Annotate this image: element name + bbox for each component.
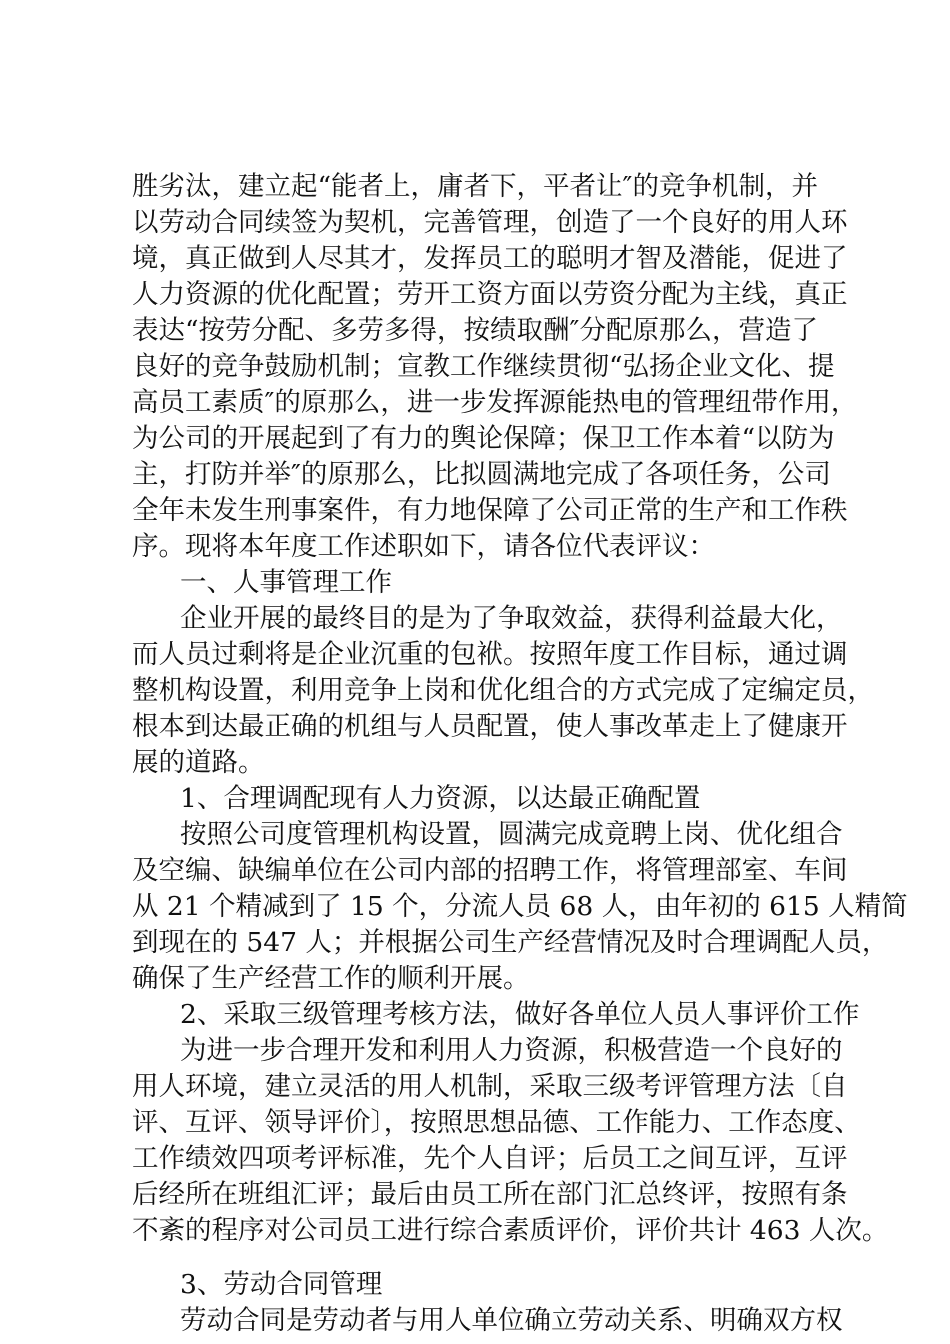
- body-text-line: 为公司的开展起到了有力的舆论保障；保卫工作本着“以防为: [132, 423, 835, 454]
- subsection-heading: 3、劳动合同管理: [180, 1269, 383, 1300]
- subsection-heading: 1、合理调配现有人力资源，以达最正确配置: [180, 783, 701, 814]
- body-text-line: 根本到达最正确的机组与人员配置，使人事改革走上了健康开: [132, 711, 848, 742]
- section-heading: 一、人事管理工作: [180, 567, 392, 598]
- body-text-line: 到现在的 547 人；并根据公司生产经营情况及时合理调配人员，: [132, 927, 889, 958]
- body-text-line: 全年未发生刑事案件，有力地保障了公司正常的生产和工作秩: [132, 495, 848, 526]
- body-text-line: 胜劣汰，建立起“能者上，庸者下，平者让″的竞争机制，并: [132, 171, 818, 202]
- body-text-line: 境，真正做到人尽其才，发挥员工的聪明才智及潜能，促进了: [132, 243, 848, 274]
- body-text-line: 表达“按劳分配、多劳多得，按绩取酬″分配原那么，营造了: [132, 315, 818, 346]
- subsection-heading: 2、采取三级管理考核方法，做好各单位人员人事评价工作: [180, 999, 860, 1030]
- body-text-line: 主，打防并举″的原那么，比拟圆满地完成了各项任务，公司: [132, 459, 831, 490]
- body-text-line: 工作绩效四项考评标准，先个人自评；后员工之间互评，互评: [132, 1143, 848, 1174]
- body-text-line: 按照公司度管理机构设置，圆满完成竟聘上岗、优化组合: [180, 819, 843, 850]
- body-text-line: 劳动合同是劳动者与用人单位确立劳动关系、明确双方权: [180, 1305, 843, 1336]
- body-text-line: 人力资源的优化配置；劳开工资方面以劳资分配为主线，真正: [132, 279, 848, 310]
- body-text-line: 用人环境，建立灵活的用人机制，采取三级考评管理方法〔自: [132, 1071, 848, 1102]
- body-text-line: 确保了生产经营工作的顺利开展。: [132, 963, 530, 994]
- body-text-line: 及空编、缺编单位在公司内部的招聘工作，将管理部室、车间: [132, 855, 848, 886]
- body-text-line: 从 21 个精减到了 15 个，分流人员 68 人，由年初的 615 人精简: [132, 891, 908, 922]
- body-text-line: 整机构设置，利用竞争上岗和优化组合的方式完成了定编定员，: [132, 675, 874, 706]
- body-text-line: 以劳动合同续签为契机，完善管理，创造了一个良好的用人环: [132, 207, 848, 238]
- body-text-line: 展的道路。: [132, 747, 265, 778]
- body-text-line: 良好的竞争鼓励机制；宣教工作继续贯彻“弘扬企业文化、提: [132, 351, 835, 382]
- body-text-line: 序。现将本年度工作述职如下，请各位代表评议：: [132, 531, 715, 562]
- body-text-line: 高员工素质″的原那么，进一步发挥源能热电的管理纽带作用，: [132, 387, 858, 418]
- body-text-line: 为进一步合理开发和利用人力资源，积极营造一个良好的: [180, 1035, 843, 1066]
- body-text-line: 企业开展的最终目的是为了争取效益，获得利益最大化，: [180, 603, 843, 634]
- body-text-line: 后经所在班组汇评；最后由员工所在部门汇总终评，按照有条: [132, 1179, 848, 1210]
- body-text-line: 而人员过剩将是企业沉重的包袱。按照年度工作目标，通过调: [132, 639, 848, 670]
- body-text-line: 评、互评、领导评价〕，按照思想品德、工作能力、工作态度、: [132, 1107, 861, 1138]
- body-text-line: 不紊的程序对公司员工进行综合素质评价，评价共计 463 人次。: [132, 1215, 889, 1246]
